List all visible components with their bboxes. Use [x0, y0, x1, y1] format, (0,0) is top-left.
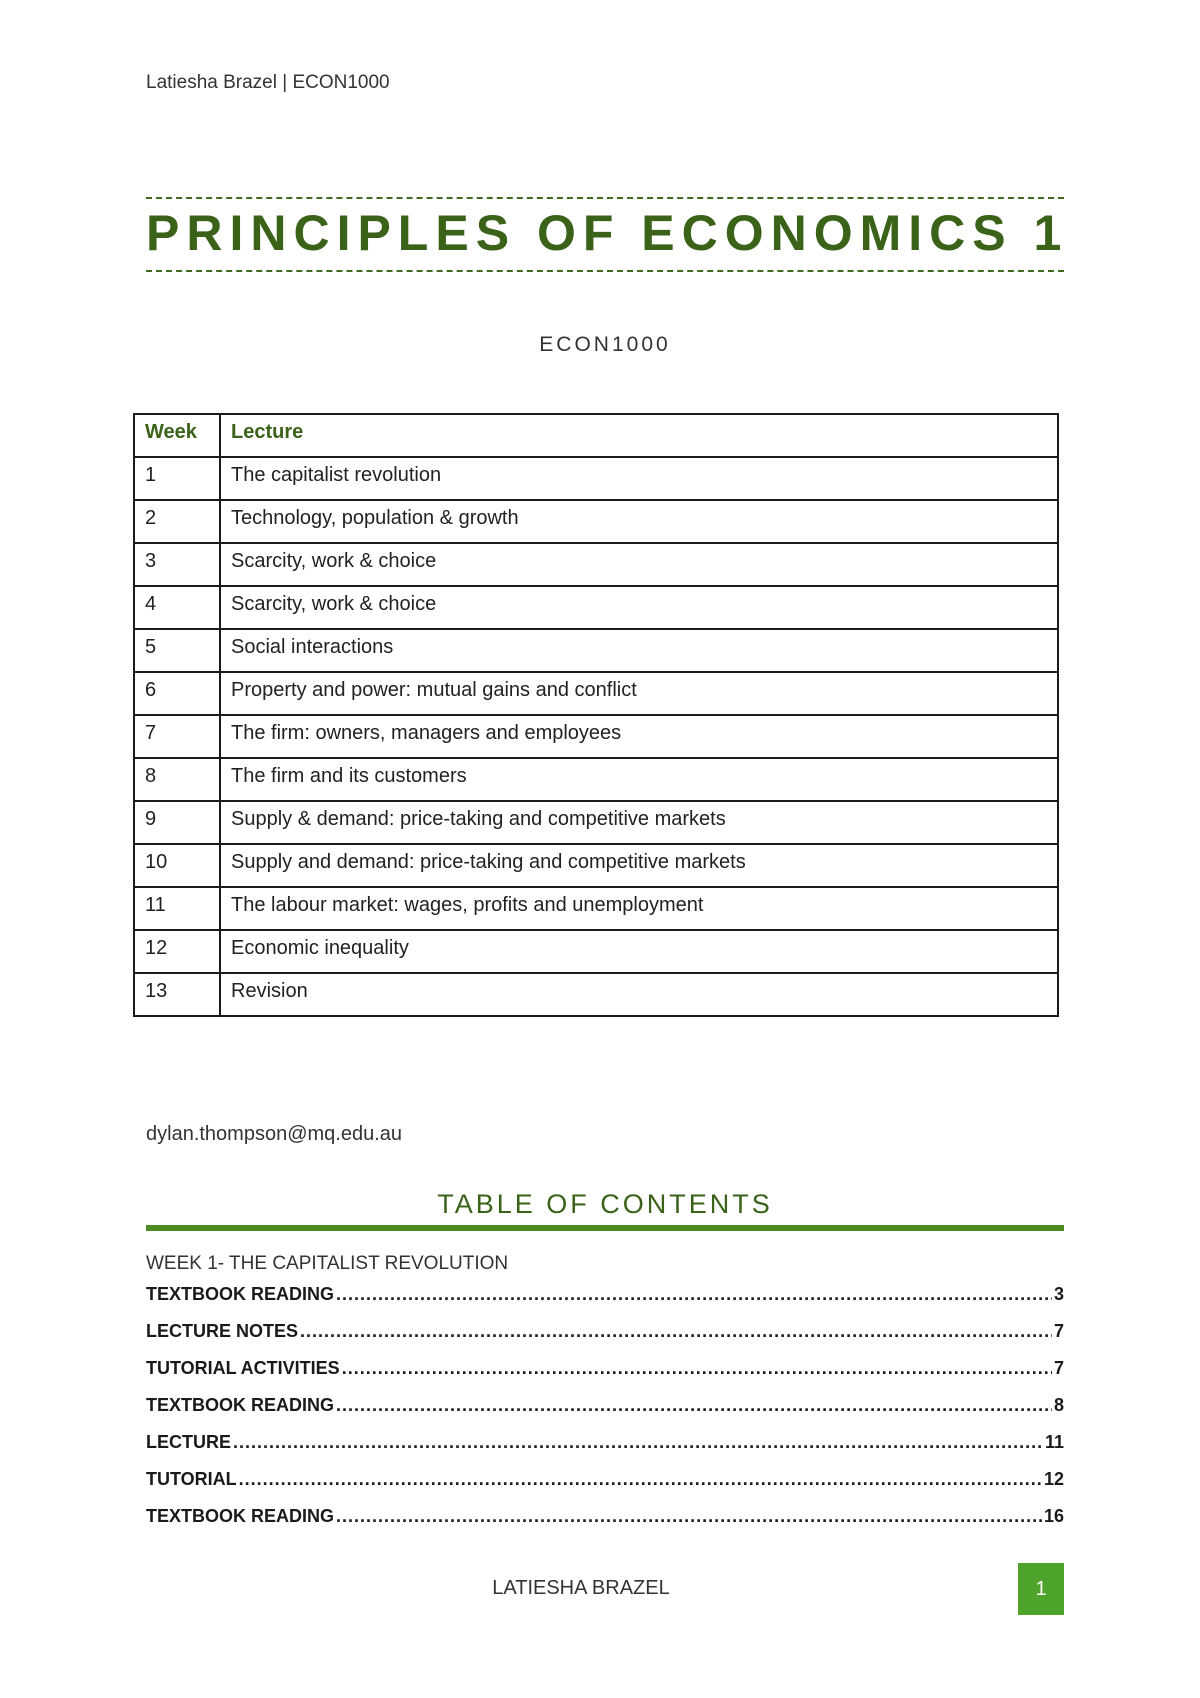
week-cell: 5	[134, 629, 220, 672]
toc-entry[interactable]	[146, 1432, 1064, 1469]
toc-entry[interactable]	[146, 1395, 1064, 1432]
table-row	[134, 586, 1058, 629]
title-rule-top	[146, 197, 1064, 199]
toc-entry-page: 8	[1053, 1395, 1064, 1415]
toc-dot-leader	[342, 1358, 1052, 1379]
lecture-cell: Economic inequality	[220, 930, 1058, 973]
toc-entry[interactable]	[146, 1321, 1064, 1358]
title-rule-bottom	[146, 270, 1064, 272]
table-row	[134, 672, 1058, 715]
lecture-cell: Scarcity, work & choice	[220, 586, 1058, 629]
lecture-cell: Scarcity, work & choice	[220, 543, 1058, 586]
lecture-cell: Technology, population & growth	[220, 500, 1058, 543]
week-cell: 10	[134, 844, 220, 887]
running-header: Latiesha Brazel | ECON1000	[146, 72, 390, 93]
toc-entry-page: 12	[1043, 1469, 1064, 1489]
table-row	[134, 973, 1058, 1016]
course-code: ECON1000	[539, 333, 671, 356]
toc-entry[interactable]	[146, 1506, 1064, 1543]
document-title: PRINCIPLES OF ECONOMICS 1	[146, 205, 1069, 261]
lecture-cell: The firm and its customers	[220, 758, 1058, 801]
week-cell: 8	[134, 758, 220, 801]
lecture-cell: Supply and demand: price-taking and competitive markets	[220, 844, 1058, 887]
table-row	[134, 758, 1058, 801]
toc-entry-label: TUTORIAL	[146, 1469, 237, 1489]
table-row	[134, 801, 1058, 844]
lecture-cell: The labour market: wages, profits and unemployment	[220, 887, 1058, 930]
toc-entry-label: TEXTBOOK READING	[146, 1506, 335, 1526]
contact-email[interactable]: dylan.thompson@mq.edu.au	[146, 1123, 403, 1145]
week-cell: 9	[134, 801, 220, 844]
week-cell: 12	[134, 930, 220, 973]
lecture-cell: Revision	[220, 973, 1058, 1016]
toc-week-heading[interactable]: WEEK 1- THE CAPITALIST REVOLUTION	[146, 1253, 509, 1274]
toc-list	[146, 1284, 1064, 1543]
toc-dot-leader	[336, 1506, 1042, 1527]
toc-dot-leader	[300, 1321, 1052, 1342]
toc-entry[interactable]	[146, 1358, 1064, 1395]
toc-rule	[146, 1225, 1064, 1231]
table-row	[134, 543, 1058, 586]
toc-entry-page: 3	[1053, 1284, 1064, 1304]
toc-dot-leader	[336, 1395, 1052, 1416]
toc-heading: TABLE OF CONTENTS	[437, 1189, 773, 1219]
table-row	[134, 500, 1058, 543]
lecture-cell: Supply & demand: price-taking and competitive markets	[220, 801, 1058, 844]
table-row	[134, 715, 1058, 758]
table-row	[134, 930, 1058, 973]
page-number-badge: 1	[1018, 1563, 1064, 1615]
footer-author: LATIESHA BRAZEL	[492, 1577, 670, 1599]
lecture-table-body	[134, 457, 1058, 1016]
toc-entry-label: LECTURE	[146, 1432, 231, 1452]
lecture-cell: The firm: owners, managers and employees	[220, 715, 1058, 758]
week-cell: 13	[134, 973, 220, 1016]
week-cell: 2	[134, 500, 220, 543]
toc-entry-label: TUTORIAL ACTIVITIES	[146, 1358, 340, 1378]
table-row	[134, 844, 1058, 887]
toc-entry-label: TEXTBOOK READING	[146, 1284, 335, 1304]
toc-dot-leader	[239, 1469, 1042, 1490]
header-lecture: Lecture	[220, 414, 1058, 457]
table-row	[134, 629, 1058, 672]
lecture-schedule-table	[133, 413, 1059, 1017]
toc-entry[interactable]	[146, 1284, 1064, 1321]
toc-entry-label: TEXTBOOK READING	[146, 1395, 335, 1415]
week-cell: 1	[134, 457, 220, 500]
week-cell: 7	[134, 715, 220, 758]
week-cell: 6	[134, 672, 220, 715]
toc-dot-leader	[336, 1284, 1052, 1305]
lecture-cell: The capitalist revolution	[220, 457, 1058, 500]
week-cell: 4	[134, 586, 220, 629]
table-row	[134, 887, 1058, 930]
table-header-row	[134, 414, 1058, 457]
toc-entry-page: 11	[1044, 1432, 1064, 1452]
toc-entry-page: 7	[1053, 1358, 1064, 1378]
toc-dot-leader	[233, 1432, 1043, 1453]
table-row	[134, 457, 1058, 500]
lecture-cell: Social interactions	[220, 629, 1058, 672]
toc-entry-label: LECTURE NOTES	[146, 1321, 299, 1341]
toc-entry-page: 16	[1043, 1506, 1064, 1526]
week-cell: 11	[134, 887, 220, 930]
toc-entry[interactable]	[146, 1469, 1064, 1506]
lecture-cell: Property and power: mutual gains and conflict	[220, 672, 1058, 715]
toc-entry-page: 7	[1053, 1321, 1064, 1341]
header-week: Week	[134, 414, 220, 457]
week-cell: 3	[134, 543, 220, 586]
